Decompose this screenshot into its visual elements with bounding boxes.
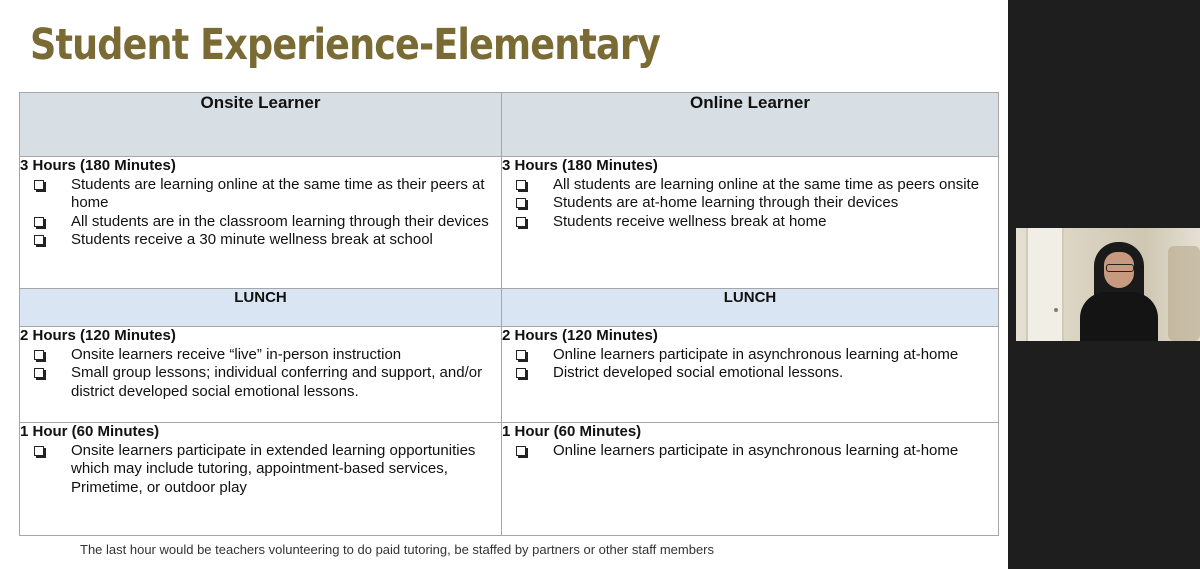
- checkbox-bullet-icon: [516, 217, 526, 227]
- list-item: All students are in the classroom learning through their devices: [20, 213, 501, 232]
- checkbox-bullet-icon: [34, 350, 44, 360]
- list-item: Students are learning online at the same time as their peers at home: [20, 176, 501, 213]
- checkbox-bullet-icon: [34, 217, 44, 227]
- list-item: Students are at-home learning through their devices: [502, 194, 998, 213]
- schedule-table: [19, 92, 999, 536]
- participant-video-thumbnail[interactable]: [1016, 228, 1200, 341]
- list-item: Small group lessons; individual conferring and support, and/or district developed social emotional lessons.: [20, 364, 501, 401]
- background-chair: [1168, 246, 1200, 341]
- slide-title: Student Experience-Elementary: [30, 20, 660, 70]
- list-item: Online learners participate in asynchronous learning at-home: [502, 346, 998, 365]
- checkbox-bullet-icon: [516, 180, 526, 190]
- block-title: 1 Hour (60 Minutes): [20, 423, 160, 440]
- checkbox-bullet-icon: [516, 350, 526, 360]
- checkbox-bullet-icon: [34, 235, 44, 245]
- header-onsite-learner: Onsite Learner: [20, 93, 502, 157]
- onsite-lunch-row: LUNCH: [20, 289, 502, 327]
- block-title: 3 Hours (180 Minutes): [20, 157, 176, 174]
- online-1-hour-block: [502, 423, 999, 536]
- checkbox-bullet-icon: [516, 198, 526, 208]
- block-title: 1 Hour (60 Minutes): [502, 423, 642, 440]
- block-title: 2 Hours (120 Minutes): [20, 327, 176, 344]
- list-item: Students receive wellness break at home: [502, 213, 998, 232]
- checkbox-bullet-icon: [516, 368, 526, 378]
- checkbox-bullet-icon: [34, 368, 44, 378]
- background-door: [1026, 228, 1064, 341]
- onsite-3-hour-block: [20, 157, 502, 289]
- block-title: 3 Hours (180 Minutes): [502, 157, 658, 174]
- checkbox-bullet-icon: [34, 446, 44, 456]
- online-2-hour-block: [502, 327, 999, 423]
- onsite-2-hour-block: [20, 327, 502, 423]
- header-online-learner: Online Learner: [502, 93, 999, 157]
- list-item: Onsite learners receive “live” in-person instruction: [20, 346, 501, 365]
- online-3-hour-block: [502, 157, 999, 289]
- list-item: Online learners participate in asynchronous learning at-home: [502, 442, 998, 461]
- onsite-1-hour-block: [20, 423, 502, 536]
- slide-footnote: The last hour would be teachers volunteering to do paid tutoring, be staffed by partners or other staff members: [80, 542, 714, 557]
- list-item: District developed social emotional lessons.: [502, 364, 998, 383]
- list-item: All students are learning online at the same time as peers onsite: [502, 176, 998, 195]
- online-lunch-row: LUNCH: [502, 289, 999, 327]
- list-item: Students receive a 30 minute wellness break at school: [20, 231, 501, 250]
- checkbox-bullet-icon: [516, 446, 526, 456]
- list-item: Onsite learners participate in extended learning opportunities which may include tutoring, appointment-based services, Primetime, or outdoor play: [20, 442, 501, 498]
- block-title: 2 Hours (120 Minutes): [502, 327, 658, 344]
- checkbox-bullet-icon: [34, 180, 44, 190]
